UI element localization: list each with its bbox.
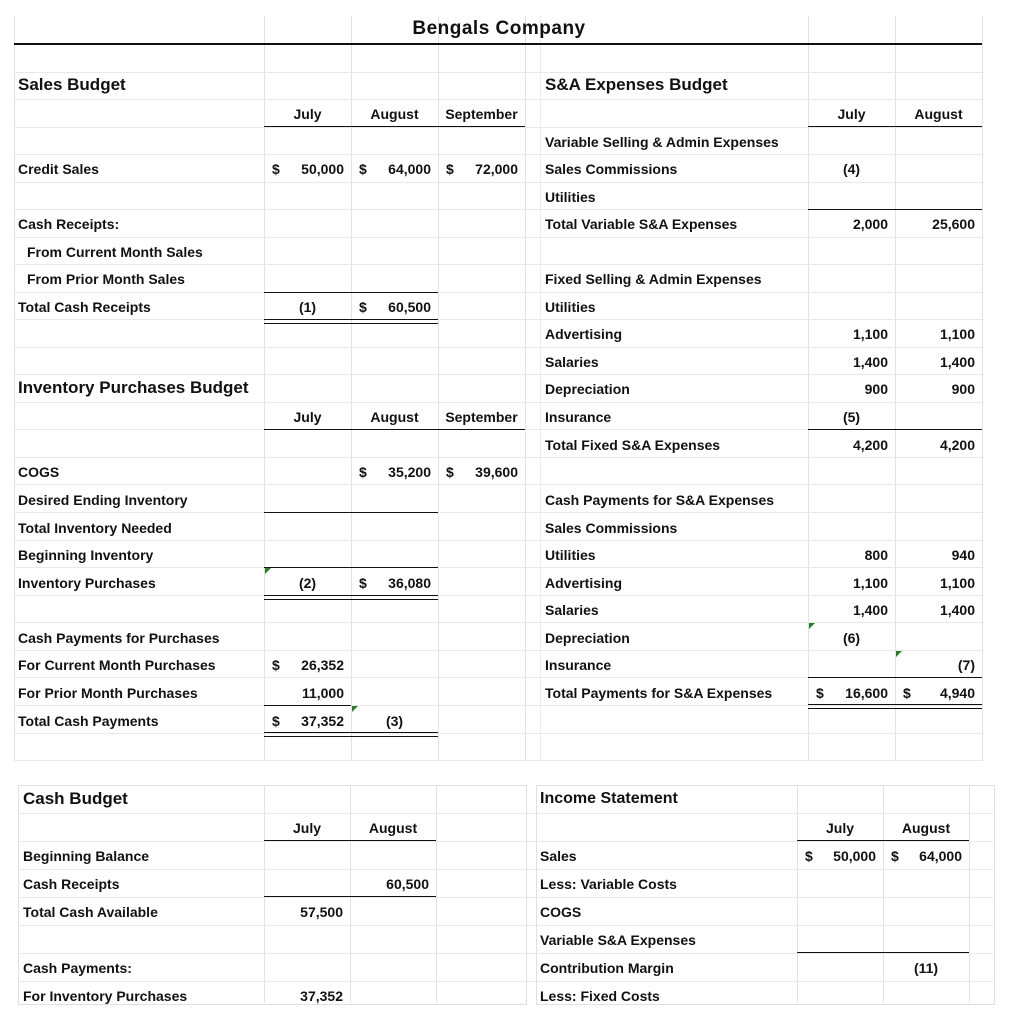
depreciation-august: 900 [951, 381, 975, 397]
beginning-balance-label: Beginning Balance [23, 848, 150, 864]
pay-utilities-august: 940 [951, 547, 975, 563]
total-sa-payments-august: 4,940 [939, 685, 975, 701]
total-sa-payments-label: Total Payments for S&A Expenses [545, 685, 773, 701]
beginning-inventory-rule [264, 567, 438, 568]
contribution-rule [797, 952, 969, 953]
salaries-august: 1,400 [939, 354, 975, 370]
dollar-sign: $ [446, 464, 454, 480]
inventory-budget-title: Inventory Purchases Budget [18, 378, 249, 397]
inventory-purchases-label: Inventory Purchases [18, 575, 156, 591]
total-fixed-label: Total Fixed S&A Expenses [545, 437, 721, 453]
dollar-sign: $ [816, 685, 824, 701]
sa-payments-double-rule [808, 704, 982, 709]
inventory-purchases-august: 36,080 [388, 575, 431, 591]
total-fixed-august: 4,200 [939, 437, 975, 453]
total-cash-payments-july: 37,352 [301, 713, 344, 729]
fixed-sa-header: Fixed Selling & Admin Expenses [545, 271, 762, 287]
cash-payments-label: Cash Payments: [23, 960, 132, 976]
sales-month-july: July [293, 106, 322, 122]
income-sales-label: Sales [540, 848, 577, 864]
sa-month-august: August [914, 106, 963, 122]
total-sa-payments-july: 16,600 [845, 685, 888, 701]
total-cash-payments-august: (3) [385, 713, 404, 729]
payments-double-rule [264, 732, 438, 737]
total-receipts-july: (1) [298, 299, 317, 315]
total-cash-payments-label: Total Cash Payments [18, 713, 159, 729]
pay-advertising-july: 1,100 [852, 575, 888, 591]
beginning-inventory-label: Beginning Inventory [18, 547, 154, 563]
dollar-sign: $ [805, 848, 813, 864]
inventory-month-september: September [445, 409, 518, 425]
sales-month-underline [264, 126, 525, 127]
advertising-august: 1,100 [939, 326, 975, 342]
from-current-label: From Current Month Sales [27, 244, 203, 260]
contribution-margin-label: Contribution Margin [540, 960, 674, 976]
company-title: Bengals Company [412, 18, 586, 39]
prior-purchases-july: 11,000 [301, 685, 344, 701]
total-available-label: Total Cash Available [23, 904, 158, 920]
cogs-label: COGS [18, 464, 60, 480]
variable-subtotal-rule [808, 209, 982, 210]
less-fixed-label: Less: Fixed Costs [540, 988, 660, 1004]
inventory-purchases-pay-label: For Inventory Purchases [23, 988, 188, 1004]
fixed-utilities-label: Utilities [545, 299, 596, 315]
payments-purchases-header: Cash Payments for Purchases [18, 630, 220, 646]
cash-month-underline [264, 840, 436, 841]
income-month-july: July [825, 820, 854, 836]
inventory-month-august: August [370, 409, 419, 425]
from-prior-label: From Prior Month Sales [27, 271, 185, 287]
cell-comment-marker[interactable] [265, 568, 271, 574]
salaries-label: Salaries [545, 354, 599, 370]
dollar-sign: $ [359, 161, 367, 177]
payments-subtotal-rule [264, 705, 351, 706]
pay-utilities-label: Utilities [545, 547, 596, 563]
income-month-august: August [901, 820, 951, 836]
cash-receipts-label: Cash Receipts: [18, 216, 120, 232]
pay-commissions-label: Sales Commissions [545, 520, 678, 536]
cash-available-rule [264, 896, 436, 897]
prior-purchases-label: For Prior Month Purchases [18, 685, 198, 701]
dollar-sign: $ [359, 464, 367, 480]
receipts-subtotal-rule [264, 292, 438, 293]
cash-month-august: August [368, 820, 418, 836]
credit-sales-august: 64,000 [388, 161, 431, 177]
inventory-month-july: July [293, 409, 322, 425]
cogs-august: 35,200 [388, 464, 431, 480]
variable-sa-header: Variable Selling & Admin Expenses [545, 134, 779, 150]
insurance-july: (5) [842, 409, 861, 425]
cash-month-july: July [292, 820, 321, 836]
depreciation-label: Depreciation [545, 381, 630, 397]
fixed-subtotal-rule [808, 429, 982, 430]
pay-depreciation-label: Depreciation [545, 630, 630, 646]
sa-payments-subtotal-rule [808, 677, 982, 678]
advertising-july: 1,100 [852, 326, 888, 342]
insurance-label: Insurance [545, 409, 612, 425]
dollar-sign: $ [359, 575, 367, 591]
income-month-underline [797, 840, 969, 841]
dollar-sign: $ [272, 657, 280, 673]
total-variable-label: Total Variable S&A Expenses [545, 216, 738, 232]
dollar-sign: $ [272, 713, 280, 729]
total-variable-july: 2,000 [852, 216, 888, 232]
dollar-sign: $ [446, 161, 454, 177]
sales-month-september: September [445, 106, 518, 122]
dollar-sign: $ [891, 848, 899, 864]
title-underline [14, 43, 982, 45]
variable-utilities-label: Utilities [545, 189, 596, 205]
sales-month-august: August [370, 106, 419, 122]
pay-advertising-august: 1,100 [939, 575, 975, 591]
current-purchases-july: 26,352 [301, 657, 344, 673]
sa-budget-title: S&A Expenses Budget [545, 75, 728, 94]
cash-receipts-row-label: Cash Receipts [23, 876, 120, 892]
desired-ending-label: Desired Ending Inventory [18, 492, 188, 508]
receipts-total-double-rule [264, 319, 438, 324]
cash-budget-title: Cash Budget [23, 789, 128, 808]
inventory-purchases-pay-july: 37,352 [300, 988, 343, 1004]
total-fixed-july: 4,200 [852, 437, 888, 453]
dollar-sign: $ [359, 299, 367, 315]
inventory-purchases-july: (2) [298, 575, 317, 591]
income-statement-title: Income Statement [540, 790, 678, 807]
pay-depreciation-july: (6) [842, 630, 861, 646]
sales-commissions-label: Sales Commissions [545, 161, 678, 177]
cash-receipts-august: 60,500 [386, 876, 429, 892]
pay-salaries-label: Salaries [545, 602, 599, 618]
pay-insurance-august: (7) [957, 657, 975, 673]
sa-payments-header: Cash Payments for S&A Expenses [545, 492, 775, 508]
pay-salaries-august: 1,400 [939, 602, 975, 618]
total-available-july: 57,500 [300, 904, 343, 920]
income-cogs-label: COGS [540, 904, 582, 920]
credit-sales-july: 50,000 [301, 161, 344, 177]
pay-utilities-july: 800 [864, 547, 888, 563]
less-variable-label: Less: Variable Costs [540, 876, 677, 892]
income-sales-august: 64,000 [919, 848, 962, 864]
total-receipts-label: Total Cash Receipts [18, 299, 151, 315]
pay-insurance-label: Insurance [545, 657, 612, 673]
credit-sales-label: Credit Sales [18, 161, 99, 177]
pay-salaries-july: 1,400 [852, 602, 888, 618]
sales-commissions-july: (4) [842, 161, 861, 177]
income-variable-sa-label: Variable S&A Expenses [540, 932, 696, 948]
purchases-double-rule [264, 595, 438, 600]
cell-comment-marker[interactable] [809, 623, 815, 629]
inventory-month-underline [264, 429, 525, 430]
sa-month-underline [808, 126, 982, 127]
dollar-sign: $ [903, 685, 911, 701]
cell-comment-marker[interactable] [352, 706, 358, 712]
total-receipts-august: 60,500 [388, 299, 431, 315]
total-variable-august: 25,600 [932, 216, 975, 232]
cogs-september: 39,600 [475, 464, 518, 480]
income-sales-july: 50,000 [833, 848, 876, 864]
pay-advertising-label: Advertising [545, 575, 623, 591]
advertising-label: Advertising [545, 326, 623, 342]
current-purchases-label: For Current Month Purchases [18, 657, 216, 673]
dollar-sign: $ [272, 161, 280, 177]
credit-sales-september: 72,000 [475, 161, 518, 177]
depreciation-july: 900 [864, 381, 888, 397]
contribution-margin-august: (11) [913, 960, 939, 976]
salaries-july: 1,400 [852, 354, 888, 370]
sa-month-july: July [837, 106, 866, 122]
total-needed-label: Total Inventory Needed [18, 520, 172, 536]
desired-ending-rule [264, 512, 438, 513]
sales-budget-title: Sales Budget [18, 75, 126, 94]
